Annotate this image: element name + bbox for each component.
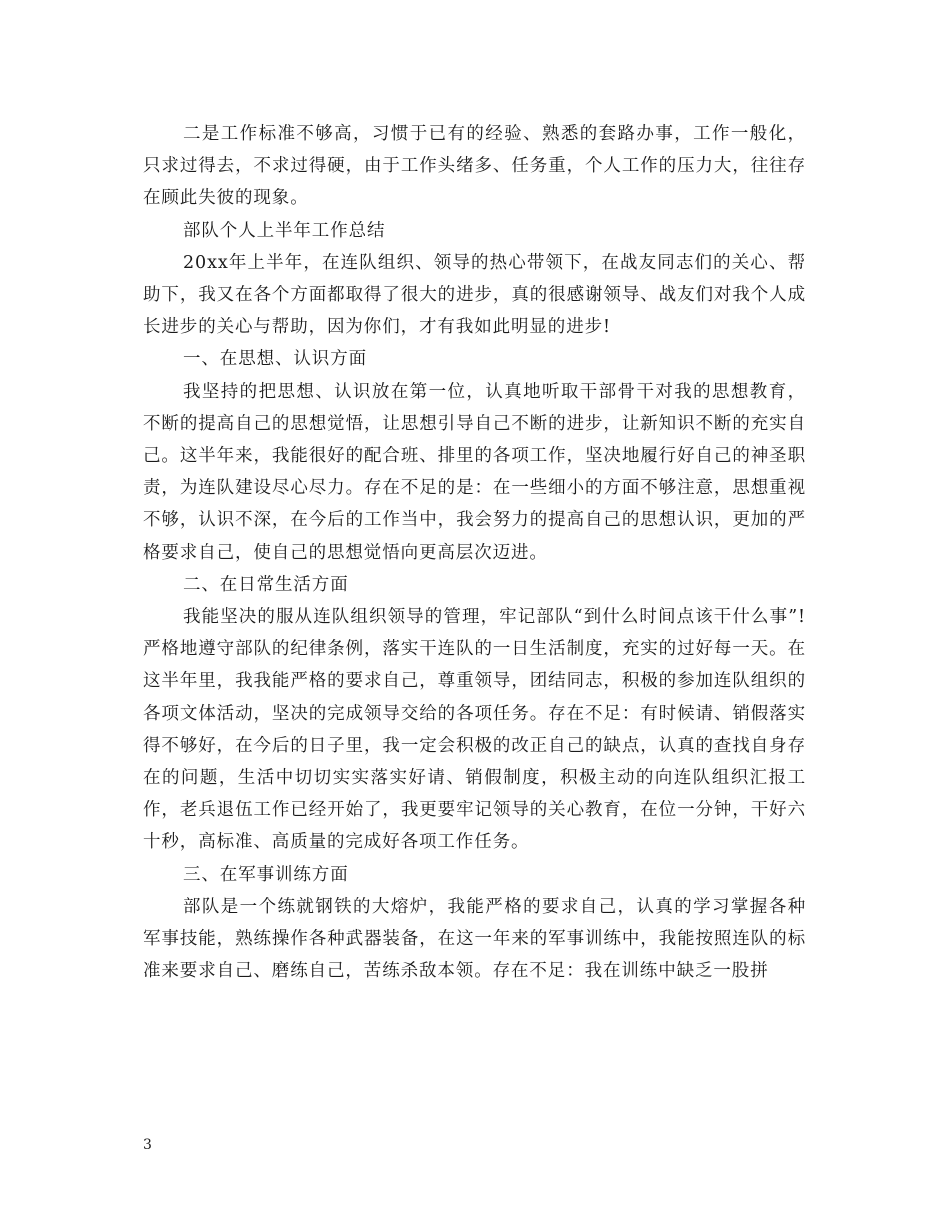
page-number: 3 <box>143 1137 152 1153</box>
heading-daily-life: 二、在日常生活方面 <box>183 574 349 595</box>
heading-thought: 一、在思想、认识方面 <box>183 349 367 370</box>
paragraph-military-training: 部队是一个练就钢铁的大熔炉，我能严格的要求自己，认真的学习掌握各种军事技能，熟练操作各种武器装备，在这一年来的军事训练中，我能按照连队的标准来要求自己、磨练自己，苦练杀敌本领。存在不足：我在训练中缺乏一股拼 <box>143 896 806 982</box>
paragraph-intro: 20xx年上半年，在连队组织、领导的热心带领下，在战友同志们的关心、帮助下，我又在各个方面都取得了很大的进步，真的很感谢领导、战友们对我个人成长进步的关心与帮助，因为你们，才有我如此明显的进步! <box>143 252 806 338</box>
paragraph-thought: 我坚持的把思想、认识放在第一位，认真地听取干部骨干对我的思想教育，不断的提高自己的思想觉悟，让思想引导自己不断的进步，让新知识不断的充实自己。这半年来，我能很好的配合班、排里的各项工作，坚决地履行好自己的神圣职责，为连队建设尽心尽力。存在不足的是：在一些细小的方面不够注意，思想重视不够，认识不深，在今后的工作当中，我会努力的提高自己的思想认识，更加的严格要求自己，使自己的思想觉悟向更高层次迈进。 <box>143 381 806 563</box>
paragraph-daily-life: 我能坚决的服从连队组织领导的管理，牢记部队“到什么时间点该干什么事”!严格地遵守部队的纪律条例，落实干连队的一日生活制度，充实的过好每一天。在这半年里，我我能严格的要求自己，尊重领导，团结同志，积极的参加连队组织的各项文体活动，坚决的完成领导交给的各项任务。存在不足：有时候请、销假落实得不够好，在今后的日子里，我一定会积极的改正自己的缺点，认真的查找自身存在的问题，生活中切切实实落实好请、销假制度，积极主动的向连队组织汇报工作，老兵退伍工作已经开始了，我更要牢记领导的关心教育，在位一分钟，干好六十秒，高标准、高质量的完成好各项工作任务。 <box>143 607 806 853</box>
paragraph-issue-two: 二是工作标准不够高，习惯于已有的经验、熟悉的套路办事，工作一般化，只求过得去，不求过得硬，由于工作头绪多、任务重，个人工作的压力大，往往存在顾此失彼的现象。 <box>143 124 806 209</box>
document-body <box>143 118 806 987</box>
section-title-summary: 部队个人上半年工作总结 <box>183 220 386 241</box>
heading-military-training: 三、在军事训练方面 <box>183 864 349 885</box>
